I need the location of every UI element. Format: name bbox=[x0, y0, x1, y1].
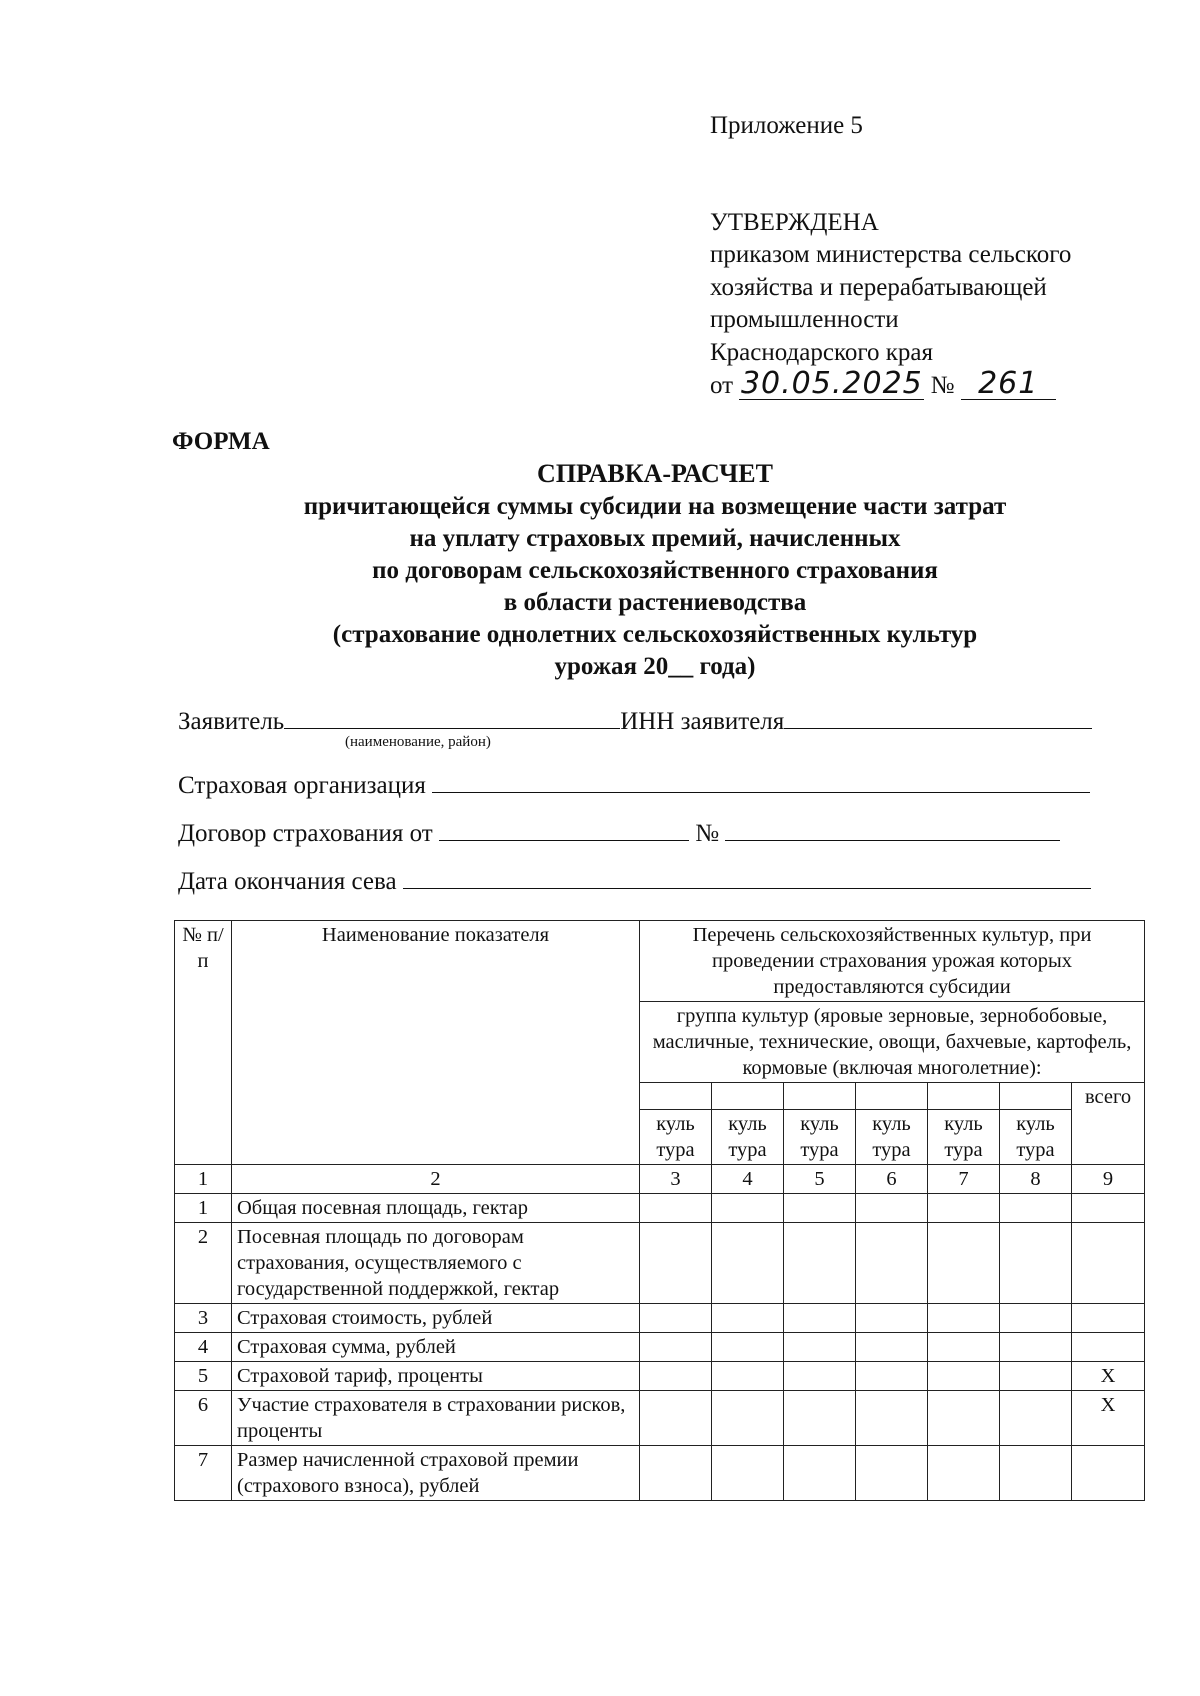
value-cell[interactable] bbox=[928, 1333, 1000, 1362]
column-numbers-row bbox=[175, 1165, 1145, 1194]
value-cell[interactable] bbox=[1000, 1304, 1072, 1333]
header-num: № п/п bbox=[175, 921, 232, 1165]
insurer-blank[interactable] bbox=[432, 770, 1090, 793]
crop-header: куль тура bbox=[712, 1110, 784, 1165]
total-cell[interactable] bbox=[1072, 1223, 1145, 1304]
value-cell[interactable] bbox=[928, 1223, 1000, 1304]
table-row bbox=[175, 1333, 1145, 1362]
inn-blank[interactable] bbox=[784, 706, 1092, 729]
column-number: 3 bbox=[640, 1165, 712, 1194]
value-cell[interactable] bbox=[640, 1391, 712, 1446]
sowing-end-label: Дата окончания сева bbox=[178, 868, 397, 895]
column-number: 6 bbox=[856, 1165, 928, 1194]
value-cell[interactable] bbox=[640, 1362, 712, 1391]
total-cell: X bbox=[1072, 1362, 1145, 1391]
value-cell[interactable] bbox=[712, 1333, 784, 1362]
value-cell[interactable] bbox=[712, 1391, 784, 1446]
handwritten-date: 30.05.2025 bbox=[740, 366, 923, 401]
total-cell[interactable] bbox=[1072, 1333, 1145, 1362]
value-cell[interactable] bbox=[640, 1304, 712, 1333]
column-number: 5 bbox=[784, 1165, 856, 1194]
approval-date-line bbox=[710, 366, 1180, 403]
approval-block bbox=[710, 110, 1180, 403]
column-number: 8 bbox=[1000, 1165, 1072, 1194]
applicant-hint: (наименование, район) bbox=[345, 734, 491, 750]
crop-header: куль тура bbox=[928, 1110, 1000, 1165]
value-cell[interactable] bbox=[856, 1362, 928, 1391]
crop-name-cell[interactable] bbox=[712, 1083, 784, 1110]
inn-label: ИНН заявителя bbox=[620, 708, 785, 735]
approval-line-2: хозяйства и перерабатывающей bbox=[710, 273, 1047, 301]
column-number: 9 bbox=[1072, 1165, 1145, 1194]
crop-name-cell[interactable] bbox=[928, 1083, 1000, 1110]
total-cell[interactable] bbox=[1072, 1446, 1145, 1501]
row-number: 3 bbox=[175, 1304, 232, 1333]
value-cell[interactable] bbox=[1000, 1391, 1072, 1446]
crop-name-cell[interactable] bbox=[640, 1083, 712, 1110]
crop-name-cell[interactable] bbox=[1000, 1083, 1072, 1110]
approval-line-3: промышленности bbox=[710, 306, 899, 333]
value-cell[interactable] bbox=[784, 1446, 856, 1501]
crop-name-cell[interactable] bbox=[856, 1083, 928, 1110]
insurer-label: Страховая организация bbox=[178, 772, 426, 799]
date-prefix: от bbox=[710, 372, 734, 399]
row-number: 7 bbox=[175, 1446, 232, 1501]
contract-number-blank[interactable] bbox=[725, 818, 1060, 841]
header-group: группа культур (яровые зерновые, зернобобовые, масличные, технические, овощи, бахчевые, картофель, кормовые (включая многолетние): bbox=[640, 1002, 1145, 1083]
value-cell[interactable] bbox=[784, 1333, 856, 1362]
row-indicator: Общая посевная площадь, гектар bbox=[232, 1194, 640, 1223]
crop-header: куль тура bbox=[856, 1110, 928, 1165]
header-total: всего bbox=[1072, 1083, 1145, 1165]
column-number: 1 bbox=[175, 1165, 232, 1194]
number-label: № bbox=[930, 372, 955, 399]
value-cell[interactable] bbox=[712, 1304, 784, 1333]
table-row bbox=[175, 1362, 1145, 1391]
value-cell[interactable] bbox=[856, 1194, 928, 1223]
table-row bbox=[175, 1391, 1145, 1446]
crop-header: куль тура bbox=[640, 1110, 712, 1165]
value-cell[interactable] bbox=[1000, 1223, 1072, 1304]
header-name: Наименование показателя bbox=[232, 921, 640, 1165]
column-number: 7 bbox=[928, 1165, 1000, 1194]
table-row bbox=[175, 1194, 1145, 1223]
form-label: ФОРМА bbox=[172, 428, 270, 455]
row-number: 6 bbox=[175, 1391, 232, 1446]
title-main: СПРАВКА-РАСЧЕТ bbox=[537, 459, 773, 488]
applicant-field bbox=[178, 706, 1092, 736]
value-cell[interactable] bbox=[784, 1223, 856, 1304]
value-cell[interactable] bbox=[856, 1223, 928, 1304]
value-cell[interactable] bbox=[640, 1194, 712, 1223]
table-row bbox=[175, 1304, 1145, 1333]
approval-line-1: приказом министерства сельского bbox=[710, 241, 1072, 268]
handwritten-number: 261 bbox=[961, 369, 1056, 400]
value-cell[interactable] bbox=[784, 1194, 856, 1223]
sowing-end-blank[interactable] bbox=[403, 866, 1091, 889]
value-cell[interactable] bbox=[640, 1223, 712, 1304]
value-cell[interactable] bbox=[784, 1391, 856, 1446]
value-cell[interactable] bbox=[1000, 1446, 1072, 1501]
title-line-6: урожая 20__ года) bbox=[554, 653, 756, 680]
value-cell[interactable] bbox=[928, 1194, 1000, 1223]
value-cell[interactable] bbox=[928, 1391, 1000, 1446]
table-row bbox=[175, 1446, 1145, 1501]
crop-header: куль тура bbox=[784, 1110, 856, 1165]
value-cell[interactable] bbox=[712, 1223, 784, 1304]
title-line-3: по договорам сельскохозяйственного страхования bbox=[372, 557, 938, 584]
header-crops: Перечень сельскохозяйственных культур, при проведении страхования урожая которых предоставляются субсидии bbox=[640, 921, 1145, 1002]
value-cell[interactable] bbox=[856, 1391, 928, 1446]
row-indicator: Участие страхователя в страховании рисков, проценты bbox=[232, 1391, 640, 1446]
document-title bbox=[172, 458, 1138, 683]
insurer-field bbox=[178, 770, 1090, 800]
value-cell[interactable] bbox=[712, 1362, 784, 1391]
row-indicator: Посевная площадь по договорам страхования, осуществляемого с государственной поддержкой, гектар bbox=[232, 1223, 640, 1304]
applicant-blank[interactable] bbox=[284, 706, 620, 729]
row-number: 5 bbox=[175, 1362, 232, 1391]
calculation-table bbox=[174, 920, 1145, 1501]
contract-date-blank[interactable] bbox=[439, 818, 689, 841]
approved-label: УТВЕРЖДЕНА bbox=[710, 208, 879, 236]
row-number: 4 bbox=[175, 1333, 232, 1362]
value-cell[interactable] bbox=[1000, 1362, 1072, 1391]
value-cell[interactable] bbox=[1000, 1194, 1072, 1223]
value-cell[interactable] bbox=[856, 1446, 928, 1501]
appendix-label: Приложение 5 bbox=[710, 112, 863, 139]
contract-number-label: № bbox=[695, 820, 720, 847]
value-cell[interactable] bbox=[856, 1333, 928, 1362]
row-number: 1 bbox=[175, 1194, 232, 1223]
total-cell[interactable] bbox=[1072, 1304, 1145, 1333]
column-number: 4 bbox=[712, 1165, 784, 1194]
title-line-2: на уплату страховых премий, начисленных bbox=[409, 525, 901, 552]
applicant-label: Заявитель bbox=[178, 708, 285, 735]
total-cell: X bbox=[1072, 1391, 1145, 1446]
contract-label: Договор страхования от bbox=[178, 820, 433, 847]
title-line-4: в области растениеводства bbox=[503, 589, 807, 616]
crop-name-cell[interactable] bbox=[784, 1083, 856, 1110]
value-cell[interactable] bbox=[928, 1362, 1000, 1391]
sowing-end-field bbox=[178, 866, 1091, 896]
row-indicator: Страховая сумма, рублей bbox=[232, 1333, 640, 1362]
column-number: 2 bbox=[232, 1165, 640, 1194]
value-cell[interactable] bbox=[856, 1304, 928, 1333]
value-cell[interactable] bbox=[928, 1304, 1000, 1333]
approval-line-4: Краснодарского края bbox=[710, 338, 933, 366]
value-cell[interactable] bbox=[712, 1446, 784, 1501]
title-line-5: (страхование однолетних сельскохозяйственных культур bbox=[332, 621, 978, 648]
row-indicator: Размер начисленной страховой премии (страхового взноса), рублей bbox=[232, 1446, 640, 1501]
title-line-1: причитающейся суммы субсидии на возмещение части затрат bbox=[303, 493, 1007, 520]
value-cell[interactable] bbox=[712, 1194, 784, 1223]
crop-header: куль тура bbox=[1000, 1110, 1072, 1165]
row-indicator: Страховая стоимость, рублей bbox=[232, 1304, 640, 1333]
value-cell[interactable] bbox=[784, 1304, 856, 1333]
value-cell[interactable] bbox=[928, 1446, 1000, 1501]
value-cell[interactable] bbox=[784, 1362, 856, 1391]
table-row bbox=[175, 1223, 1145, 1304]
value-cell[interactable] bbox=[640, 1333, 712, 1362]
total-cell[interactable] bbox=[1072, 1194, 1145, 1223]
value-cell[interactable] bbox=[640, 1446, 712, 1501]
value-cell[interactable] bbox=[1000, 1333, 1072, 1362]
row-number: 2 bbox=[175, 1223, 232, 1304]
row-indicator: Страховой тариф, проценты bbox=[232, 1362, 640, 1391]
contract-field bbox=[178, 818, 1060, 848]
